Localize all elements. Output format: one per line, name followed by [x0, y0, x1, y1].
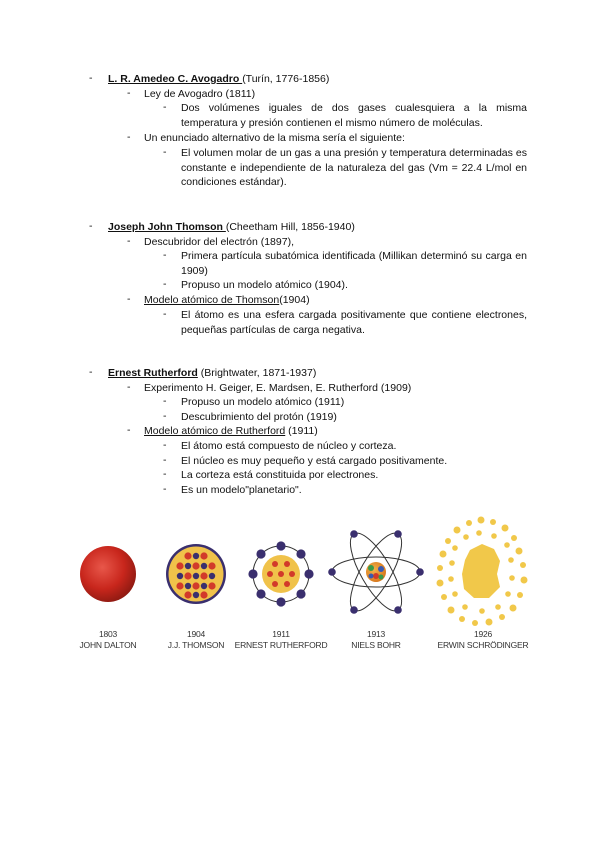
bullet-dash: -	[163, 308, 167, 320]
bullet-dash: -	[163, 395, 167, 407]
bullet-dash: -	[127, 87, 131, 99]
rutherford-model-3: La corteza está constituida por electrones.	[181, 469, 379, 481]
dalton-sphere	[80, 546, 136, 602]
avogadro-name: L. R. Amedeo C. Avogadro	[108, 73, 243, 85]
caption-name: ERNEST RUTHERFORD	[234, 640, 328, 650]
bullet-dash: -	[89, 366, 93, 378]
caption-name: J.J. THOMSON	[167, 640, 225, 650]
thomson-origin: (Cheetham Hill, 1856-1940)	[225, 221, 355, 233]
thomson-model-text: El átomo es una esfera cargada positivamente que contiene electrones, pequeñas partículas de carga negativa.	[181, 309, 527, 336]
rutherford-exp-1: Propuso un modelo atómico (1911)	[181, 396, 345, 408]
caption-year: 1913	[366, 629, 386, 639]
thomson-discovery-1: Primera partícula subatómica identificada (Millikan determinó su carga en 1909)	[181, 250, 527, 277]
rutherford-model	[248, 541, 313, 606]
bullet-dash: -	[127, 424, 131, 436]
bullet-dash: -	[163, 101, 167, 113]
bullet-dash: -	[127, 381, 131, 393]
caption-name: ERWIN SCHRÖDINGER	[437, 640, 529, 650]
caption-rutherford	[226, 629, 336, 651]
avogadro-origin: (Turín, 1776-1856)	[242, 73, 330, 85]
thomson-discovery: Descubridor del electrón (1897),	[144, 236, 294, 248]
schrodinger-model	[437, 517, 528, 627]
bullet-dash: -	[163, 439, 167, 451]
caption-schrodinger	[428, 629, 538, 651]
bullet-dash: -	[163, 454, 167, 466]
rutherford-model-4: Es un modelo"planetario".	[181, 484, 302, 496]
avogadro-law-text: Dos volúmenes iguales de dos gases cualesquiera a la misma temperatura y presión contienen el mismo número de moléculas.	[181, 102, 527, 129]
dalton-model	[80, 546, 136, 602]
rutherford-model-2: El núcleo es muy pequeño y está cargado positivamente.	[181, 455, 448, 467]
avogadro-alt-text: El volumen molar de un gas a una presión y temperatura determinadas es constante e independiente de la naturaleza del gas (Vm = 22.4 L/mol en condiciones estándar).	[181, 147, 527, 188]
thomson-model-link: Modelo atómico de Thomson	[144, 294, 280, 306]
bullet-dash: -	[127, 235, 131, 247]
caption-year: 1803	[98, 629, 118, 639]
bullet-dash: -	[163, 483, 167, 495]
caption-year: 1911	[272, 629, 290, 639]
rutherford-origin: (Brightwater, 1871-1937)	[197, 367, 317, 379]
bullet-dash: -	[89, 72, 93, 84]
caption-bohr	[321, 629, 431, 651]
bullet-dash: -	[163, 249, 167, 261]
thomson-model-year: (1904)	[279, 294, 310, 306]
rutherford-model-year: (1911)	[285, 425, 318, 437]
bullet-dash: -	[163, 468, 167, 480]
thomson-discovery-2: Propuso un modelo atómico (1904).	[181, 279, 348, 291]
avogadro-alt: Un enunciado alternativo de la misma sería el siguiente:	[144, 132, 405, 144]
thomson-model	[166, 544, 226, 604]
bullet-dash: -	[127, 293, 131, 305]
rutherford-exp-2: Descubrimiento del protón (1919)	[181, 411, 337, 423]
bullet-dash: -	[163, 410, 167, 422]
rutherford-experiment: Experimento H. Geiger, E. Mardsen, E. Rutherford (1909)	[144, 382, 412, 394]
thomson-name: Joseph John Thomson	[108, 221, 226, 233]
rutherford-name: Ernest Rutherford	[108, 367, 198, 379]
caption-name: NIELS BOHR	[351, 640, 401, 650]
bullet-dash: -	[127, 131, 131, 143]
caption-year: 1904	[186, 629, 206, 639]
avogadro-law: Ley de Avogadro (1811)	[144, 88, 256, 100]
bullet-dash: -	[163, 146, 167, 158]
caption-year: 1926	[473, 629, 493, 639]
rutherford-model-link: Modelo atómico de Rutherford	[144, 425, 286, 437]
bullet-dash: -	[89, 220, 93, 232]
rutherford-model-1: El átomo está compuesto de núcleo y corteza.	[181, 440, 397, 452]
bullet-dash: -	[163, 278, 167, 290]
caption-name: JOHN DALTON	[79, 640, 137, 650]
bohr-model	[328, 526, 424, 617]
